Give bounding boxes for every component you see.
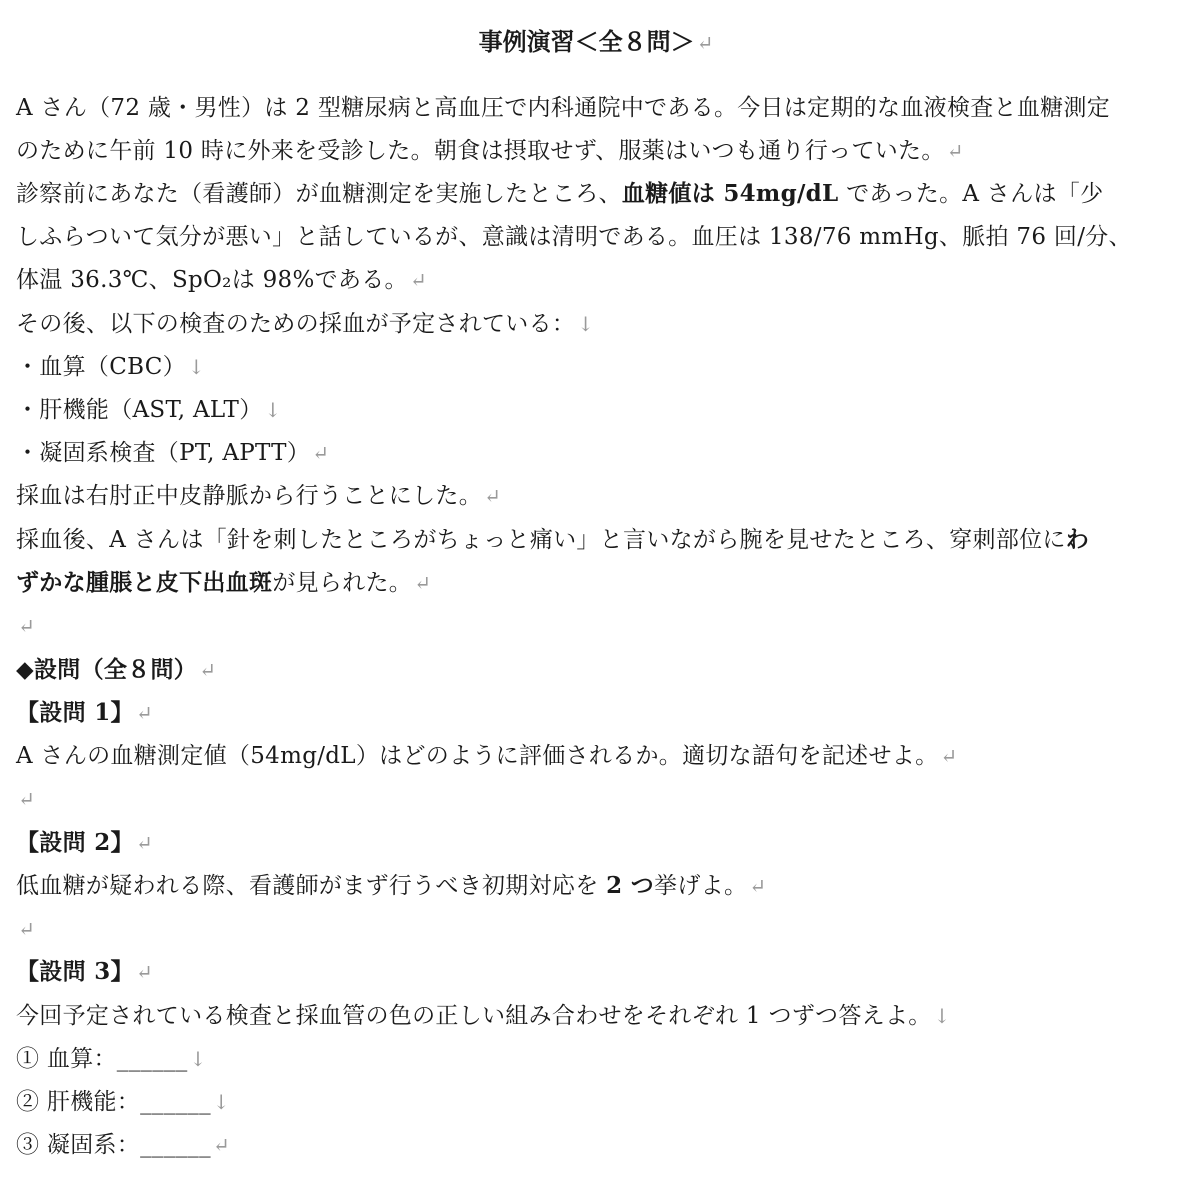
linebreak-mark: ↓ bbox=[933, 1004, 951, 1028]
paragraph-mark: ↵ bbox=[696, 31, 714, 55]
paragraph-mark: ↵ bbox=[135, 701, 153, 725]
linebreak-mark: ↓ bbox=[577, 312, 595, 336]
paragraph-mark: ↵ bbox=[18, 614, 36, 638]
question-3-item-2: ② 肝機能：______ ↓ bbox=[16, 1089, 230, 1115]
case-paragraph-1-line-2: のために午前 10 時に外来を受診した。朝食は摂取せず、服薬はいつも通り行っていた。 ↵ bbox=[16, 138, 964, 164]
paragraph-mark: ↵ bbox=[312, 441, 330, 465]
question-1-text: A さんの血糖測定値（54mg/dL）はどのように評価されるか。適切な語句を記述せよ。 ↵ bbox=[16, 743, 958, 769]
empty-line bbox=[16, 782, 35, 816]
test-item-coagulation: ・凝固系検査（PT, APTT） ↵ bbox=[16, 440, 330, 466]
paragraph-mark: ↵ bbox=[135, 831, 153, 855]
questions-heading: ◆設問（全８問） ↵ bbox=[16, 656, 217, 683]
paragraph-mark: ↵ bbox=[749, 874, 767, 898]
paragraph-mark: ↵ bbox=[940, 744, 958, 768]
linebreak-mark: ↓ bbox=[212, 1090, 230, 1114]
case-paragraph-2-line-2: しふらついて気分が悪い」と話しているが、意識は清明である。血圧は 138/76 mmHg、脈拍 76 回/分、 bbox=[16, 224, 1132, 250]
empty-line bbox=[16, 609, 35, 643]
question-3-label: 【設問 3】 ↵ bbox=[16, 958, 153, 985]
question-3-item-1: ① 血算：______ ↓ bbox=[16, 1046, 207, 1072]
question-2-label: 【設問 2】 ↵ bbox=[16, 829, 153, 856]
paragraph-mark: ↵ bbox=[18, 787, 36, 811]
glucose-value-highlight: 血糖値は 54mg/dL bbox=[621, 180, 839, 207]
document-title: 事例演習＜全８問＞ ↵ bbox=[478, 27, 714, 56]
paragraph-mark: ↵ bbox=[135, 960, 153, 984]
finding-highlight: ずかな腫脹と皮下出血斑 bbox=[16, 569, 273, 596]
case-paragraph-3-line-2: ずかな腫脹と皮下出血斑が見られた。 ↵ bbox=[16, 569, 432, 596]
test-item-liver: ・肝機能（AST, ALT） ↓ bbox=[16, 397, 282, 423]
case-paragraph-2-line-3: 体温 36.3℃、SpO₂は 98%である。 ↵ bbox=[16, 267, 427, 293]
paragraph-mark: ↵ bbox=[212, 1133, 230, 1157]
linebreak-mark: ↓ bbox=[189, 1047, 207, 1071]
case-paragraph-2-line-1: 診察前にあなた（看護師）が血糖測定を実施したところ、血糖値は 54mg/dL であった。A さんは「少 bbox=[16, 180, 1104, 207]
case-paragraph-3-line-1: 採血後、A さんは「針を刺したところがちょっと痛い」と言いながら腕を見せたところ、穿刺部位にわ bbox=[16, 526, 1090, 553]
question-3-item-3: ③ 凝固系：______ ↵ bbox=[16, 1132, 230, 1158]
paragraph-mark: ↵ bbox=[484, 484, 502, 508]
paragraph-mark: ↵ bbox=[409, 268, 427, 292]
question-3-text: 今回予定されている検査と採血管の色の正しい組み合わせをそれぞれ 1 つずつ答えよ。 ↓ bbox=[16, 1003, 951, 1029]
paragraph-mark: ↵ bbox=[199, 658, 217, 682]
question-1-label: 【設問 1】 ↵ bbox=[16, 699, 153, 726]
linebreak-mark: ↓ bbox=[264, 398, 282, 422]
empty-line bbox=[16, 912, 35, 946]
linebreak-mark: ↓ bbox=[187, 355, 205, 379]
case-paragraph-1-line-1: A さん（72 歳・男性）は 2 型糖尿病と高血圧で内科通院中である。今日は定期的な血液検査と血糖測定 bbox=[16, 95, 1111, 121]
paragraph-mark: ↵ bbox=[18, 917, 36, 941]
paragraph-mark: ↵ bbox=[414, 571, 432, 595]
paragraph-mark: ↵ bbox=[946, 139, 964, 163]
question-2-text: 低血糖が疑われる際、看護師がまず行うべき初期対応を 2 つ挙げよ。 ↵ bbox=[16, 872, 767, 899]
tests-intro: その後、以下の検査のための採血が予定されている： ↓ bbox=[16, 311, 595, 337]
test-item-cbc: ・血算（CBC） ↓ bbox=[16, 354, 205, 380]
blood-draw-site: 採血は右肘正中皮静脈から行うことにした。 ↵ bbox=[16, 483, 502, 509]
